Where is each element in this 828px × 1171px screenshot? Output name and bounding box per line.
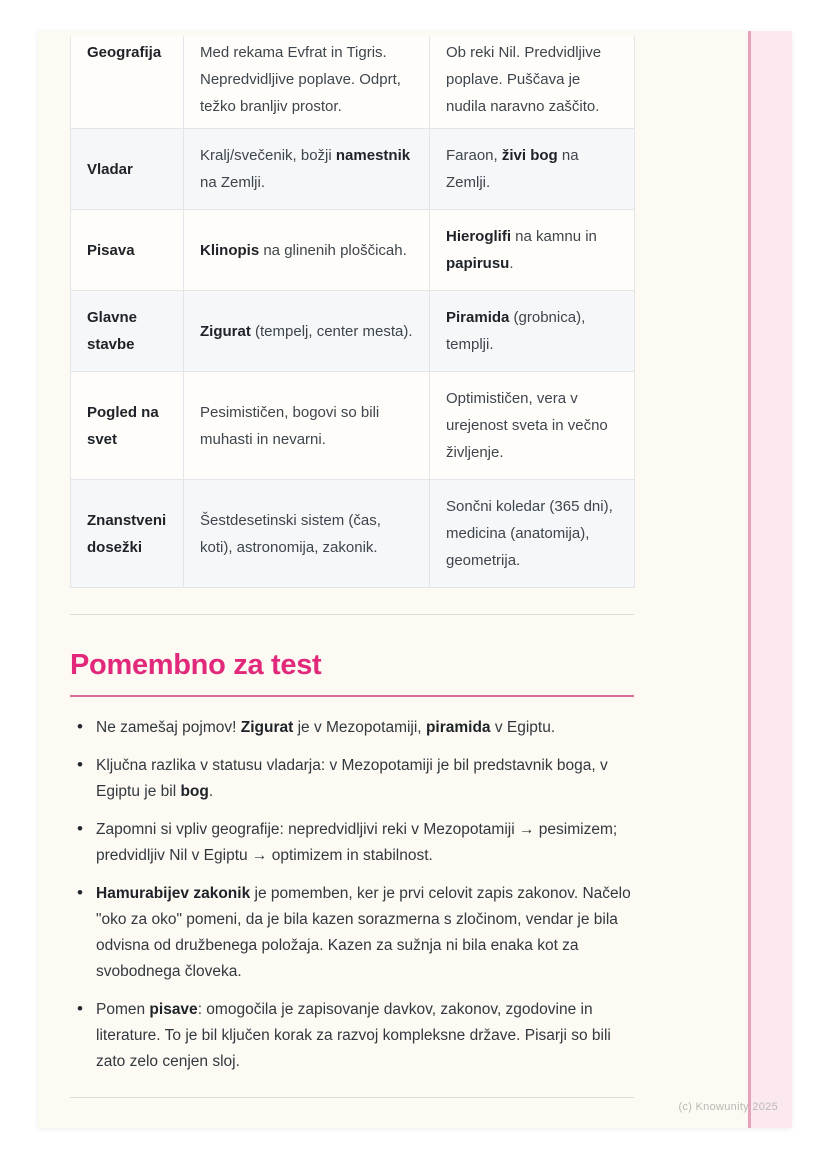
section-title: Pomembno za test [70, 649, 322, 681]
row-label: Znanstveni dosežki [71, 480, 184, 588]
row-cell-col2: Piramida (grobnica), templji. [430, 291, 635, 372]
row-cell-col1: Med rekama Evfrat in Tigris. Nepredvidljive poplave. Odprt, težko branljiv prostor. [184, 36, 430, 129]
section-title-underline [70, 695, 634, 697]
list-item: • Hamurabijev zakonik je pomemben, ker je prvi celovit zapis zakonov. Načelo "oko za oko" pomeni, da je bila kazen sorazmerna s zločinom, vendar je bila odvisna od družbenega položaja. Kazen za sužnja ni bila enaka kot za svobodnega človeka. [70, 881, 634, 985]
table-row [71, 210, 635, 291]
table-row [71, 480, 635, 588]
important-points-list [70, 715, 634, 1075]
table-row [71, 372, 635, 480]
row-cell-col2: Hieroglifi na kamnu in papirusu. [430, 210, 635, 291]
list-item: • Ne zamešaj pojmov! Zigurat je v Mezopotamiji, piramida v Egiptu. [70, 715, 634, 741]
section-divider-bottom [70, 1097, 634, 1098]
page-edge-pink-band [748, 31, 792, 1128]
table-row [71, 291, 635, 372]
row-label: Glavne stavbe [71, 291, 184, 372]
row-cell-col2: Optimističen, vera v urejenost sveta in večno življenje. [430, 372, 635, 480]
row-cell-col1: Zigurat (tempelj, center mesta). [184, 291, 430, 372]
row-cell-col2: Faraon, živi bog na Zemlji. [430, 129, 635, 210]
row-cell-col1: Kralj/svečenik, božji namestnik na Zemlji. [184, 129, 430, 210]
row-cell-col1: Klinopis na glinenih ploščicah. [184, 210, 430, 291]
copyright-notice: (c) Knowunity 2025 [678, 1101, 778, 1113]
row-cell-col1: Šestdesetinski sistem (čas, koti), astronomija, zakonik. [184, 480, 430, 588]
row-cell-col1: Pesimističen, bogovi so bili muhasti in nevarni. [184, 372, 430, 480]
comparison-table-body [71, 36, 635, 588]
row-cell-col2: Sončni koledar (365 dni), medicina (anatomija), geometrija. [430, 480, 635, 588]
table-row [71, 129, 635, 210]
row-label: Vladar [71, 129, 184, 210]
row-label: Pogled na svet [71, 372, 184, 480]
page-content [70, 31, 634, 1098]
row-label: Pisava [71, 210, 184, 291]
list-item: • Zapomni si vpliv geografije: nepredvidljivi reki v Mezopotamiji → pesimizem; predvidljiv Nil v Egiptu → optimizem in stabilnost. [70, 817, 634, 869]
comparison-table [70, 36, 635, 588]
table-row [71, 36, 635, 129]
row-label: Geografija [71, 36, 184, 129]
row-cell-col2: Ob reki Nil. Predvidljive poplave. Puščava je nudila naravno zaščito. [430, 36, 635, 129]
section-divider-top [70, 614, 634, 615]
document-page [38, 31, 792, 1128]
list-item: • Ključna razlika v statusu vladarja: v Mezopotamiji je bil predstavnik boga, v Egiptu je bil bog. [70, 753, 634, 805]
list-item: • Pomen pisave: omogočila je zapisovanje davkov, zakonov, zgodovine in literature. To je bil ključen korak za razvoj kompleksne države. Pisarji so bili zato zelo cenjen sloj. [70, 997, 634, 1075]
